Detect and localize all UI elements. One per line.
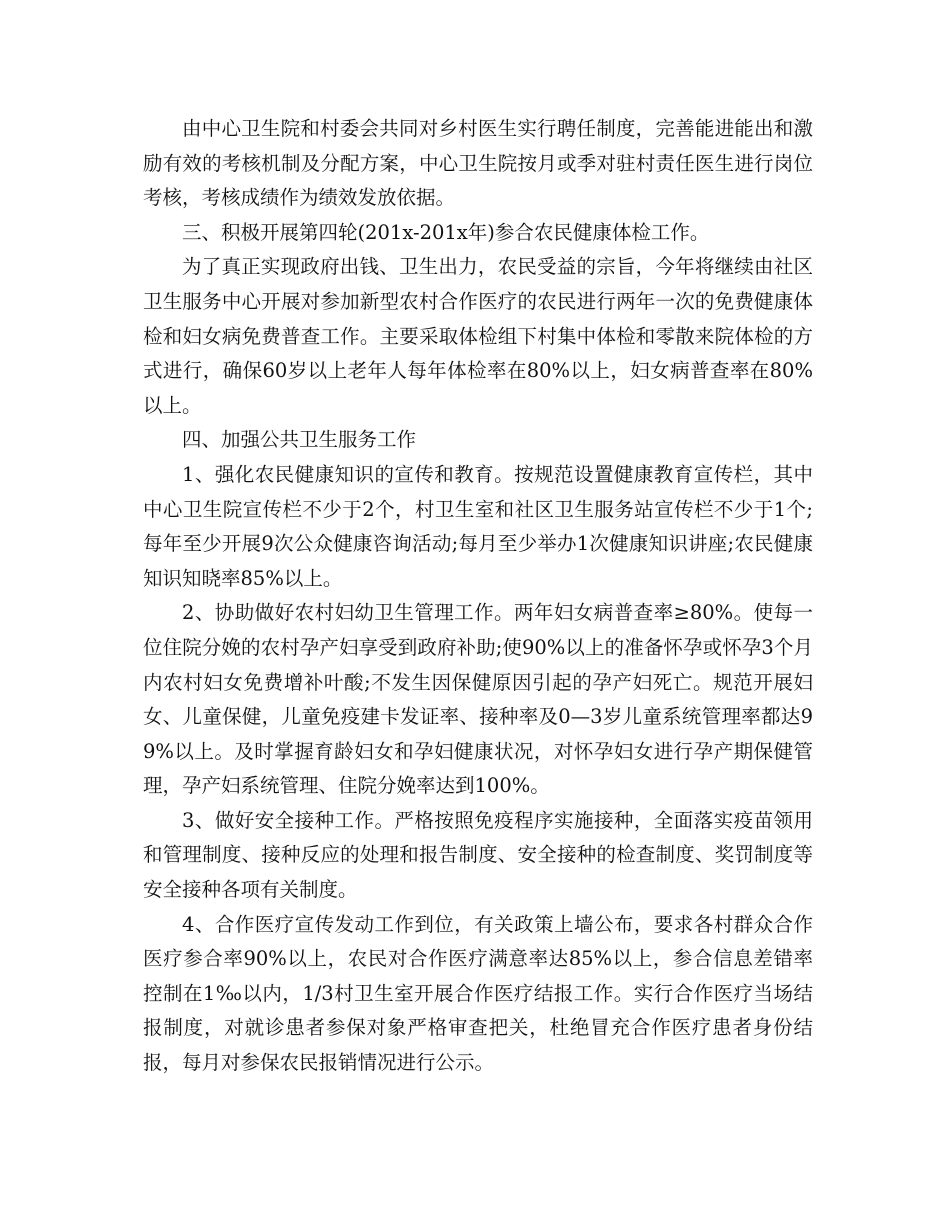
paragraph-item-3-vaccination: 3、做好安全接种工作。严格按照免疫程序实施接种，全面落实疫苗领用和管理制度、接种反应的处理和报告制度、安全接种的检查制度、奖罚制度等安全接种各项有关制度。	[143, 808, 813, 902]
paragraph-item-1-health-education: 1、强化农民健康知识的宣传和教育。按规范设置健康教育宣传栏，其中中心卫生院宣传栏不少于2个，村卫生室和社区卫生服务站宣传栏不少于1个;每年至少开展9次公众健康咨询活动;每月至少举办1次健康知识讲座;农民健康知识知晓率85%以上。	[143, 462, 814, 590]
paragraph-health-checkup: 为了真正实现政府出钱、卫生出力，农民受益的宗旨，今年将继续由社区卫生服务中心开展对参加新型农村合作医疗的农民进行两年一次的免费健康体检和妇女病免费普查工作。主要采取体检组下村集中体检和零散来院体检的方式进行，确保60岁以上老年人每年体检率在80%以上，妇女病普查率在80%以上。	[143, 255, 813, 417]
paragraph-item-4-cooperative-medical: 4、合作医疗宣传发动工作到位，有关政策上墙公布，要求各村群众合作医疗参合率90%以上，农民对合作医疗满意率达85%以上，参合信息差错率控制在1‰以内，1/3村卫生室开展合作医疗结报工作。实行合作医疗当场结报制度，对就诊患者参保对象严格审查把关，杜绝冒充合作医疗患者身份结报，每月对参保农民报销情况进行公示。	[143, 912, 813, 1075]
paragraph-appointment-system: 由中心卫生院和村委会共同对乡村医生实行聘任制度，完善能进能出和激励有效的考核机制及分配方案，中心卫生院按月或季对驻村责任医生进行岗位考核，考核成绩作为绩效发放依据。	[143, 117, 813, 210]
document-body	[143, 112, 813, 1081]
paragraph-item-2-maternal-child: 2、协助做好农村妇幼卫生管理工作。两年妇女病普查率≥80%。使每一位住院分娩的农村孕产妇享受到政府补助;使90%以上的准备怀孕或怀孕3个月内农村妇女免费增补叶酸;不发生因保健原因引起的孕产妇死亡。规范开展妇女、儿童保健，儿童免疫建卡发证率、接种率及0—3岁儿童系统管理率都达99%以上。及时掌握育龄妇女和孕妇健康状况，对怀孕妇女进行孕产期保健管理，孕产妇系统管理、住院分娩率达到100%。	[143, 601, 813, 798]
heading-section-three: 三、积极开展第四轮(201x-201x年)参合农民健康体检工作。	[182, 220, 710, 244]
heading-section-four: 四、加强公共卫生服务工作	[182, 428, 417, 452]
